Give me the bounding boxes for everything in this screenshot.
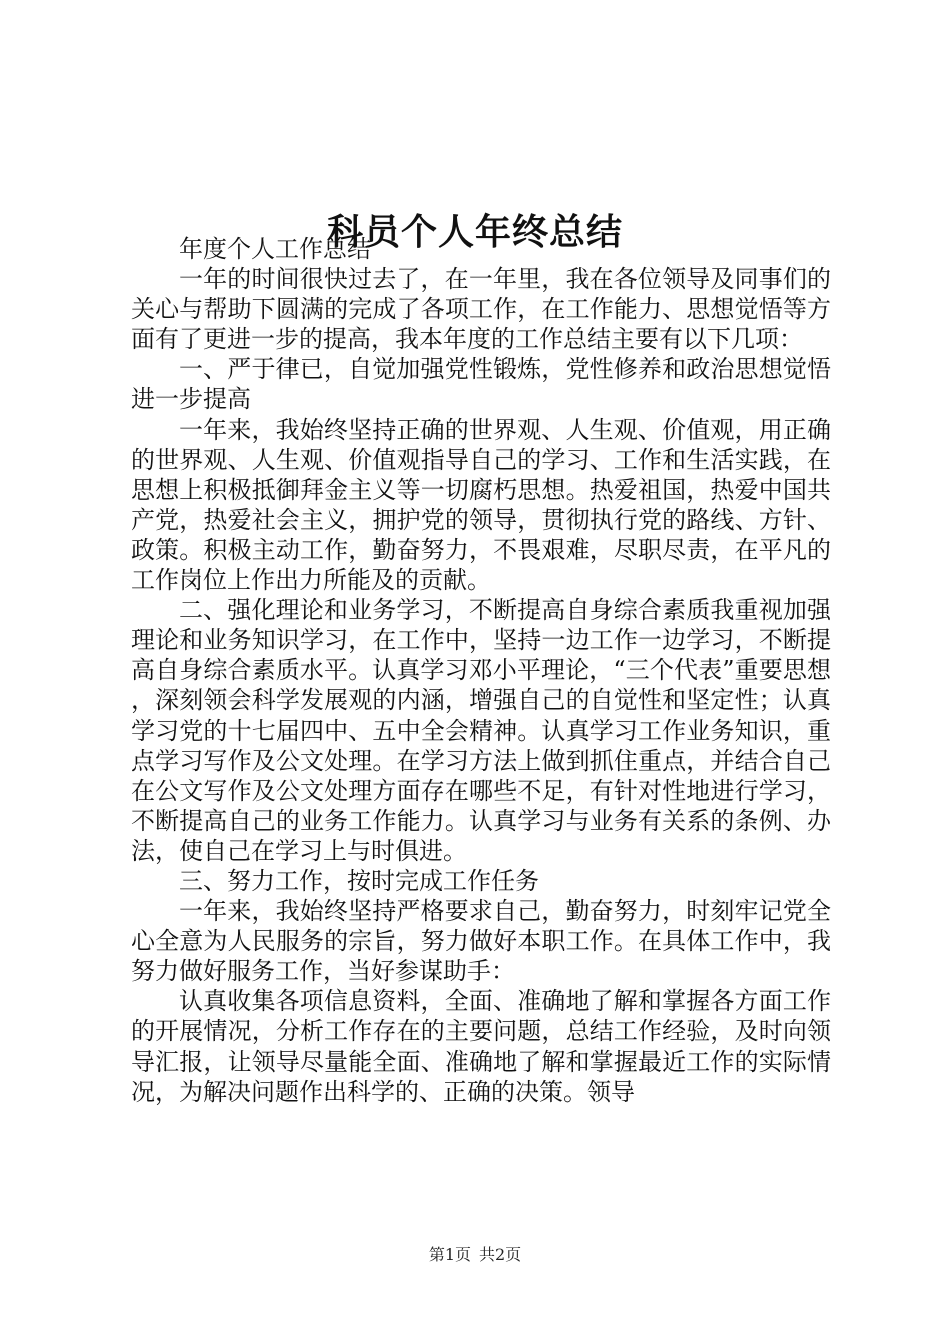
paragraph-subtitle: 年度个人工作总结 — [179, 235, 371, 263]
page-number: 第1页 — [428, 1245, 471, 1264]
paragraph-section-2: 二、强化理论和业务学习，不断提高自身综合素质我重视加强理论和业务知识学习，在工作中，坚持一边工作一边学习，不断提高自身综合素质水平。认真学习邓小平理论，“三个代表”重要思想，深刻领会科学发展观的内涵，增强自己的自觉性和坚定性；认真学习党的十七届四中、五中全会精神。认真学习工作业务知识，重点学习写作及公文处理。在学习方法上做到抓住重点，并结合自己在公文写作及公文处理方面存在哪些不足，有针对性地进行学习，不断提高自己的业务工作能力。认真学习与业务有关系的条例、办法，使自己在学习上与时俱进。 — [131, 596, 831, 865]
page-footer — [0, 1244, 950, 1266]
paragraph-section-3: 一年来，我始终坚持严格要求自己，勤奋努力，时刻牢记党全心全意为人民服务的宗旨，努力做好本职工作。在具体工作中，我努力做好服务工作，当好参谋助手： — [131, 897, 831, 986]
document-body — [131, 234, 831, 1107]
section-heading-1: 一、严于律已，自觉加强党性锻炼，党性修养和政治思想觉悟进一步提高 — [131, 355, 831, 414]
paragraph-intro: 一年的时间很快过去了，在一年里，我在各位领导及同事们的关心与帮助下圆满的完成了各项工作，在工作能力、思想觉悟等方面有了更进一步的提高，我本年度的工作总结主要有以下几项： — [131, 265, 831, 354]
section-heading-3: 三、努力工作，按时完成工作任务 — [179, 866, 539, 895]
document-title: 科员个人年终总结 — [326, 211, 623, 254]
page-total: 共2页 — [479, 1245, 522, 1264]
paragraph-section-1: 一年来，我始终坚持正确的世界观、人生观、价值观，用正确的世界观、人生观、价值观指导自己的学习、工作和生活实践，在思想上积极抵御拜金主义等一切腐朽思想。热爱祖国，热爱中国共产党，热爱社会主义，拥护党的领导，贯彻执行党的路线、方针、政策。积极主动工作，勤奋努力，不畏艰难，尽职尽责，在平凡的工作岗位上作出力所能及的贡献。 — [131, 415, 831, 595]
paragraph-section-3-detail: 认真收集各项信息资料，全面、准确地了解和掌握各方面工作的开展情况，分析工作存在的主要问题，总结工作经验，及时向领导汇报，让领导尽量能全面、准确地了解和掌握最近工作的实际情况，为解决问题作出科学的、正确的决策。领导 — [131, 987, 831, 1106]
